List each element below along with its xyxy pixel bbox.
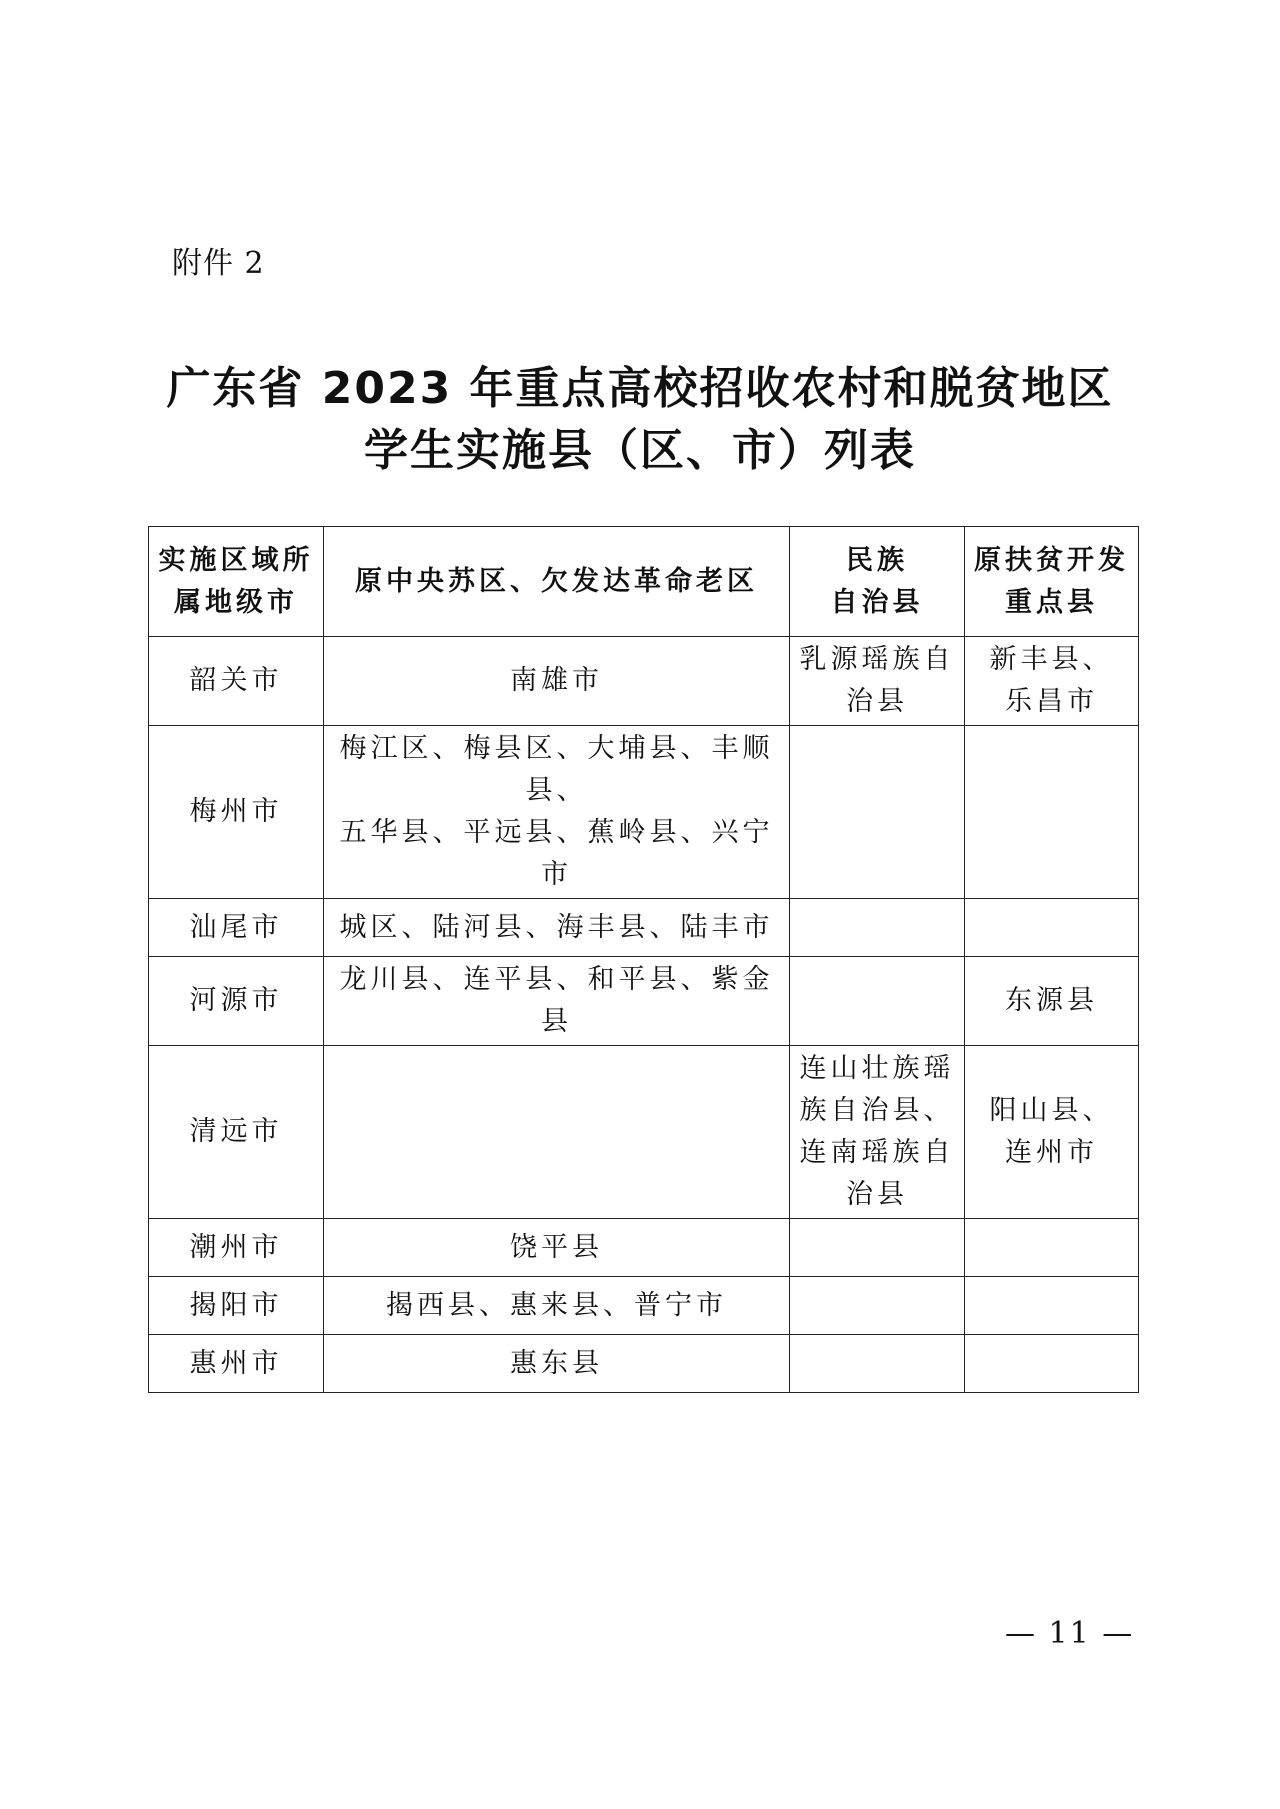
cell-line: 五华县、平远县、蕉岭县、兴宁市 [339, 817, 774, 890]
table-row [149, 1335, 1139, 1393]
cell-line: 治县 [846, 686, 908, 717]
cell-line: 惠东县 [510, 1347, 603, 1379]
cell-city: 潮州市 [149, 1219, 324, 1277]
cell-line: 乳源瑶族自 [799, 644, 955, 675]
cell-ethnic-county [790, 1277, 965, 1335]
cell-city: 韶关市 [149, 637, 324, 726]
header-soviet-area-line-1: 原中央苏区、欠发达革命老区 [355, 565, 758, 597]
table-row [149, 1046, 1139, 1219]
table-row [149, 637, 1139, 726]
cell-poverty-county [965, 726, 1139, 899]
header-poverty-county-line-1: 原扶贫开发 [974, 544, 1129, 576]
cell-soviet-area [324, 1335, 790, 1393]
county-list-table [148, 526, 1139, 1393]
cell-poverty-county [965, 899, 1139, 957]
table-row [149, 1219, 1139, 1277]
table-row [149, 726, 1139, 899]
cell-line: 连山壮族瑶 [799, 1053, 955, 1084]
cell-city: 惠州市 [149, 1335, 324, 1393]
cell-poverty-county [965, 1335, 1139, 1393]
cell-poverty-county [965, 1219, 1139, 1277]
cell-poverty-county [965, 1277, 1139, 1335]
cell-ethnic-county [790, 899, 965, 957]
attachment-label: 附件 2 [172, 246, 265, 281]
document-title-line-2: 学生实施县（区、市）列表 [364, 425, 916, 476]
header-ethnic-county-line-2: 自治县 [830, 586, 924, 618]
header-poverty-county-line-2: 重点县 [1005, 586, 1098, 618]
page-number: — 11 — [1005, 1616, 1135, 1651]
table-row [149, 957, 1139, 1046]
table-header-row [149, 527, 1139, 637]
header-city-line-1: 实施区域所 [158, 544, 314, 576]
cell-poverty-county [965, 637, 1139, 726]
cell-line: 治县 [846, 1179, 908, 1210]
cell-city: 汕尾市 [149, 899, 324, 957]
cell-line: 东源县 [1005, 985, 1098, 1016]
cell-line: 新丰县、 [989, 644, 1114, 675]
cell-ethnic-county [790, 1219, 965, 1277]
cell-poverty-county [965, 957, 1139, 1046]
cell-soviet-area [324, 1046, 790, 1219]
cell-city: 清远市 [149, 1046, 324, 1219]
cell-city: 梅州市 [149, 726, 324, 899]
cell-line: 城区、陆河县、海丰县、陆丰市 [339, 911, 774, 943]
cell-line: 南雄市 [510, 665, 603, 696]
cell-ethnic-county [790, 957, 965, 1046]
cell-ethnic-county [790, 1046, 965, 1219]
cell-line: 族自治县、 [799, 1095, 955, 1126]
header-city [149, 527, 324, 637]
cell-soviet-area [324, 726, 790, 899]
cell-line: 饶平县 [510, 1231, 603, 1263]
cell-soviet-area [324, 1277, 790, 1335]
cell-poverty-county [965, 1046, 1139, 1219]
cell-soviet-area [324, 899, 790, 957]
header-city-line-2: 属地级市 [174, 586, 298, 618]
cell-ethnic-county [790, 637, 965, 726]
table-row [149, 899, 1139, 957]
header-poverty-county [965, 527, 1139, 637]
document-title-line-1: 广东省 2023 年重点高校招收农村和脱贫地区 [166, 363, 1114, 414]
cell-soviet-area [324, 957, 790, 1046]
cell-soviet-area [324, 1219, 790, 1277]
header-soviet-area [324, 527, 790, 637]
cell-ethnic-county [790, 726, 965, 899]
cell-line: 梅江区、梅县区、大埔县、丰顺县、 [339, 733, 774, 806]
header-ethnic-county [790, 527, 965, 637]
cell-city: 河源市 [149, 957, 324, 1046]
header-ethnic-county-line-1: 民族 [846, 544, 908, 576]
cell-line: 连州市 [1005, 1137, 1098, 1168]
cell-line: 乐昌市 [1005, 686, 1098, 717]
cell-line: 阳山县、 [989, 1095, 1114, 1126]
cell-ethnic-county [790, 1335, 965, 1393]
cell-soviet-area [324, 637, 790, 726]
table-row [149, 1277, 1139, 1335]
cell-line: 揭西县、惠来县、普宁市 [386, 1289, 727, 1321]
cell-line: 连南瑶族自 [799, 1137, 955, 1168]
cell-line: 龙川县、连平县、和平县、紫金县 [339, 964, 774, 1037]
cell-city: 揭阳市 [149, 1277, 324, 1335]
